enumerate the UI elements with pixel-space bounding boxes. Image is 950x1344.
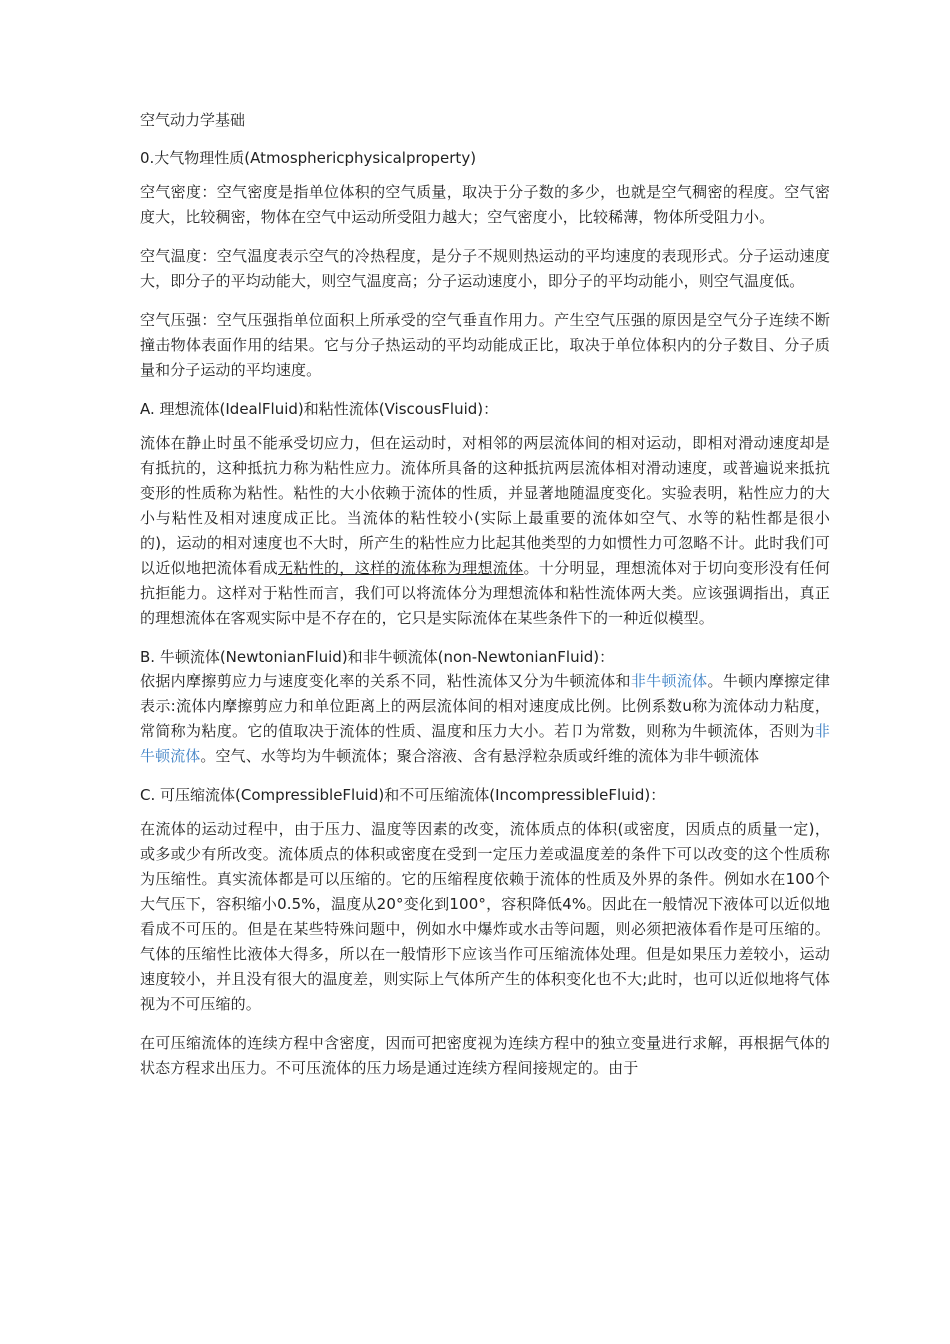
section-b-text-3: 。空气、水等均为牛顿流体；聚合溶液、含有悬浮粒杂质或纤维的流体为非牛顿流体: [200, 747, 760, 765]
document-title: 空气动力学基础: [140, 111, 246, 129]
section-c-paragraph-1: 在流体的运动过程中，由于压力、温度等因素的改变，流体质点的体积(或密度，因质点的质量一定)，或多或少有所改变。流体质点的体积或密度在受到一定压力差或温度差的条件下可以改变的这个性质称为压缩性。真实流体都是可以压缩的。它的压缩程度依赖于流体的性质及外界的条件。例如水在100个大气压下，容积缩小0.5%，温度从20°变化到100°，容积降低4%。因此在一般情况下液体可以近似地看成不可压的。但是在某些特殊问题中，例如水中爆炸或水击等问题，则必须把液体看作是可压缩的。气体的压缩性比液体大得多，所以在一般情形下应该当作可压缩流体处理。但是如果压力差较小，运动速度较小，并且没有很大的温度差，则实际上气体所产生的体积变化也不大;此时，也可以近似地将气体视为不可压缩的。: [140, 820, 830, 1013]
section-b-text-2: 。牛顿内摩擦定律表示:流体内摩擦剪应力和单位距离上的两层流体间的相对速度成比例。比例系数u称为流体动力粘度，常简称为粘度。它的值取决于流体的性质、温度和压力大小。若卩为常数，则称为牛顿流体，否则为: [140, 672, 830, 740]
document-page: [140, 108, 830, 1095]
section-a-heading: A. 理想流体(IdealFluid)和粘性流体(ViscousFluid)：: [140, 400, 499, 418]
section-a-text-2: 。十分明显，理想流体对于切向变形没有任何抗拒能力。这样对于粘性而言，我们可以将流体分为理想流体和粘性流体两大类。应该强调指出，真正的理想流体在客观实际中是不存在的，它只是实际流体在某些条件下的一种近似模型。: [140, 559, 830, 627]
section-0-heading: 0.大气物理性质(Atmosphericphysicalproperty): [140, 149, 477, 167]
non-newtonian-fluid-link-2[interactable]: 非牛顿流体: [140, 722, 830, 765]
ideal-fluid-definition: 无粘性的，这样的流体称为理想流体: [278, 559, 524, 577]
air-temperature-paragraph: 空气温度：空气温度表示空气的冷热程度，是分子不规则热运动的平均速度的表现形式。分子运动速度大，即分子的平均动能大，则空气温度高；分子运动速度小，即分子的平均动能小，则空气温度低。: [140, 247, 830, 290]
section-a-paragraph: [140, 431, 830, 631]
section-a-text-1: 流体在静止时虽不能承受切应力，但在运动时，对相邻的两层流体间的相对运动，即相对滑动速度却是有抵抗的，这种抵抗力称为粘性应力。流体所具备的这种抵抗两层流体相对滑动速度，或普遍说来抵抗变形的性质称为粘性。粘性的大小依赖于流体的性质，并显著地随温度变化。实验表明，粘性应力的大小与粘性及相对速度成正比。当流体的粘性较小(实际上最重要的流体如空气、水等的粘性都是很小的)，运动的相对速度也不大时，所产生的粘性应力比起其他类型的力如惯性力可忽略不计。此时我们可以近似地把流体看成: [140, 434, 830, 577]
air-pressure-paragraph: 空气压强：空气压强指单位面积上所承受的空气垂直作用力。产生空气压强的原因是空气分子连续不断撞击物体表面作用的结果。它与分子热运动的平均动能成正比，取决于单位体积内的分子数目、分子质量和分子运动的平均速度。: [140, 311, 830, 379]
air-density-paragraph: 空气密度：空气密度是指单位体积的空气质量，取决于分子数的多少，也就是空气稠密的程度。空气密度大，比较稠密，物体在空气中运动所受阻力越大；空气密度小，比较稀薄，物体所受阻力小。: [140, 183, 830, 226]
section-b-paragraph: [140, 669, 830, 769]
section-c-heading: C. 可压缩流体(CompressibleFluid)和不可压缩流体(IncompressibleFluid)：: [140, 786, 666, 804]
section-b-text-1: 依据内摩擦剪应力与速度变化率的关系不同，粘性流体又分为牛顿流体和: [140, 672, 631, 690]
section-b-heading: B. 牛顿流体(NewtonianFluid)和非牛顿流体(non-NewtonianFluid)：: [140, 648, 615, 666]
section-c-paragraph-2: 在可压缩流体的连续方程中含密度，因而可把密度视为连续方程中的独立变量进行求解，再根据气体的状态方程求出压力。不可压流体的压力场是通过连续方程间接规定的。由于: [140, 1034, 830, 1077]
non-newtonian-fluid-link[interactable]: 非牛顿流体: [630, 672, 708, 690]
